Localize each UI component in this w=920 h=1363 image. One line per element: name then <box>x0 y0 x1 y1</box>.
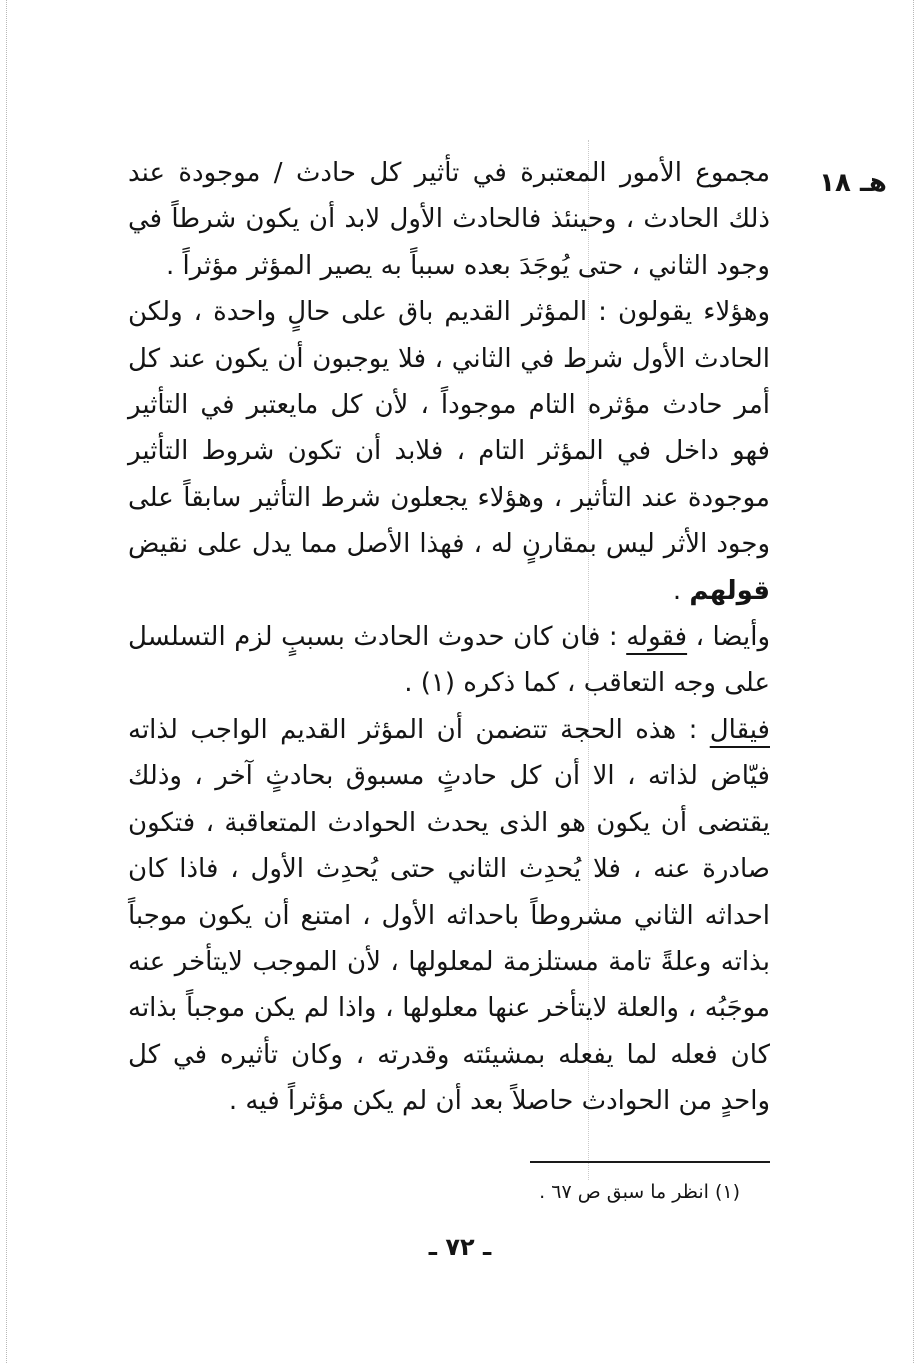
paragraph-2-bold-word: قولهم <box>689 575 770 606</box>
body-text <box>128 150 770 1125</box>
margin-note: هـ ١٨ <box>819 168 887 198</box>
paragraph-2 <box>128 289 770 614</box>
paragraph-3-lead: وأيضا ، <box>687 622 770 653</box>
paragraph-4-rest: : هذه الحجة تتضمن أن المؤثر القديم الواجب لذاته فيّاض لذاته ، الا أن كل حادثٍ مسبوق بحادثٍ آخر ، وذلك يقتضى أن يكون هو الذى يحدث الحوادث المتعاقبة ، فتكون صادرة عنه ، فلا يُحدِث الثاني حتى يُحدِث الأول ، فاذا كان احداثه الثاني مشروطاً باحداثه الأول ، امتنع أن يكون موجباً بذاته وعلةً تامة مستلزمة لمعلولها ، لأن الموجب لايتأخر عنه موجَبُه ، والعلة لايتأخر عنها معلولها ، واذا لم يكن موجباً بذاته كان فعله لما يفعله بمشيئته وقدرته ، وكان تأثيره في كل واحدٍ من الحوادث حاصلاً بعد أن لم يكن مؤثراً فيه . <box>128 714 770 1117</box>
paragraph-2-punct: . <box>672 575 690 606</box>
paragraph-3-underlined-word: فقوله <box>626 622 688 653</box>
paragraph-4 <box>128 707 770 1125</box>
paragraph-2-text: وهؤلاء يقولون : المؤثر القديم باق على حالٍ واحدة ، ولكن الحادث الأول شرط في الثاني ، فلا يوجبون أن يكون عند كل أمر حادث مؤثره التام موجوداً ، لأن كل مايعتبر في التأثير فهو داخل في المؤثر التام ، فلابد أن تكون شروط التأثير موجودة عند التأثير ، وهؤلاء يجعلون شرط التأثير سابقاً على وجود الأثر ليس بمقارنٍ له ، فهذا الأصل مما يدل على نقيض <box>128 297 770 560</box>
paragraph-4-underlined-word: فيقال <box>709 714 770 745</box>
paragraph-3 <box>128 614 770 707</box>
footnote-rule <box>530 1161 770 1163</box>
footnote: (١) انظر ما سبق ص ٦٧ . <box>539 1181 740 1203</box>
paragraph-1: مجموع الأمور المعتبرة في تأثير كل حادث / موجودة عند ذلك الحادث ، وحينئذ فالحادث الأول لابد أن يكون شرطاً في وجود الثاني ، حتى يُوجَدَ بعده سبباً به يصير المؤثر مؤثراً . <box>128 158 770 281</box>
page-number: ـ ٧٢ ـ <box>428 1233 492 1261</box>
page-edge-left <box>6 0 7 1363</box>
paragraph-3-rest: : فان كان حدوث الحادث بسببٍ لزم التسلسل على وجه التعاقب ، كما ذكره (١) . <box>128 622 770 699</box>
page-edge-right <box>913 0 914 1363</box>
